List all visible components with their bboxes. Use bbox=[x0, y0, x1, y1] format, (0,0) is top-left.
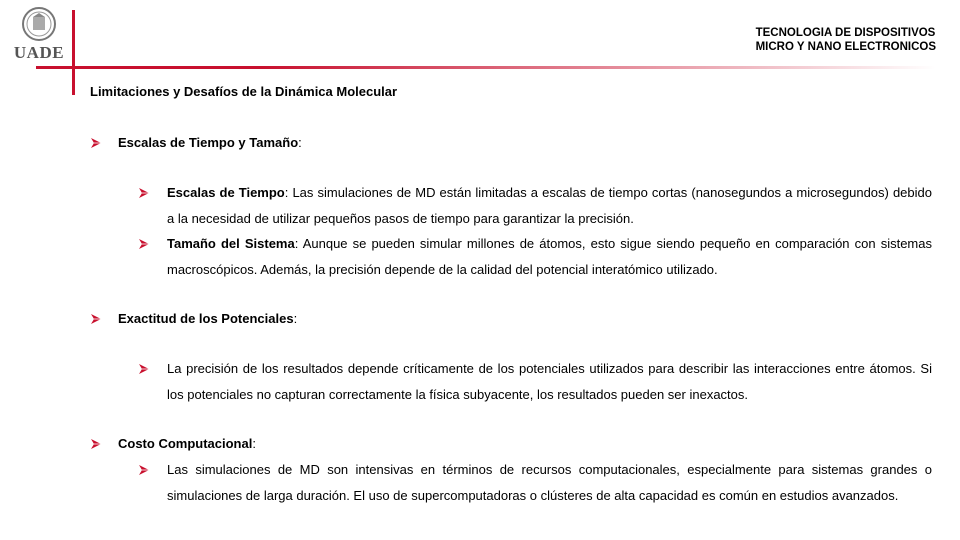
list-item: Escalas de Tiempo: Las simulaciones de MD están limitadas a escalas de tiempo cortas (nanosegundos a microsegundos) debido a la necesidad de utilizar pequeños pasos de tiempo para garantizar la precisión. bbox=[167, 185, 932, 226]
university-seal-icon bbox=[8, 6, 70, 46]
arrow-bullet-icon bbox=[138, 363, 150, 375]
arrow-bullet-icon bbox=[90, 438, 102, 450]
section-heading: Exactitud de los Potenciales: bbox=[118, 311, 298, 326]
section-heading: Escalas de Tiempo y Tamaño: bbox=[118, 135, 302, 150]
arrow-bullet-icon bbox=[138, 464, 150, 476]
section-heading: Costo Computacional: bbox=[118, 436, 256, 451]
arrow-bullet-icon bbox=[138, 187, 150, 199]
vertical-accent-line bbox=[72, 10, 75, 95]
course-title-line2: MICRO Y NANO ELECTRONICOS bbox=[755, 41, 936, 53]
list-item: La precisión de los resultados depende críticamente de los potenciales utilizados para describir las interacciones entre átomos. Si los potenciales no capturan correctamente la física subyacente, los resultados pueden ser inexactos. bbox=[167, 361, 932, 402]
course-title-line1: TECNOLOGIA DE DISPOSITIVOS bbox=[755, 27, 936, 39]
list-item: Las simulaciones de MD son intensivas en términos de recursos computacionales, especialmente para sistemas grandes o simulaciones de larga duración. El uso de supercomputadoras o clústeres de alta capacidad es común en estudios avanzados. bbox=[167, 462, 932, 503]
course-title bbox=[756, 26, 936, 54]
list-item: Tamaño del Sistema: Aunque se pueden simular millones de átomos, esto sigue siendo pequeño en comparación con sistemas macroscópicos. Además, la precisión depende de la calidad del potencial interatómico utilizado. bbox=[167, 236, 932, 277]
arrow-bullet-icon bbox=[138, 238, 150, 250]
slide-title: Limitaciones y Desafíos de la Dinámica Molecular bbox=[90, 84, 398, 99]
logo bbox=[8, 6, 70, 60]
arrow-bullet-icon bbox=[90, 137, 102, 149]
horizontal-accent-line bbox=[36, 66, 936, 69]
arrow-bullet-icon bbox=[90, 313, 102, 325]
logo-text: UADE bbox=[13, 43, 65, 62]
